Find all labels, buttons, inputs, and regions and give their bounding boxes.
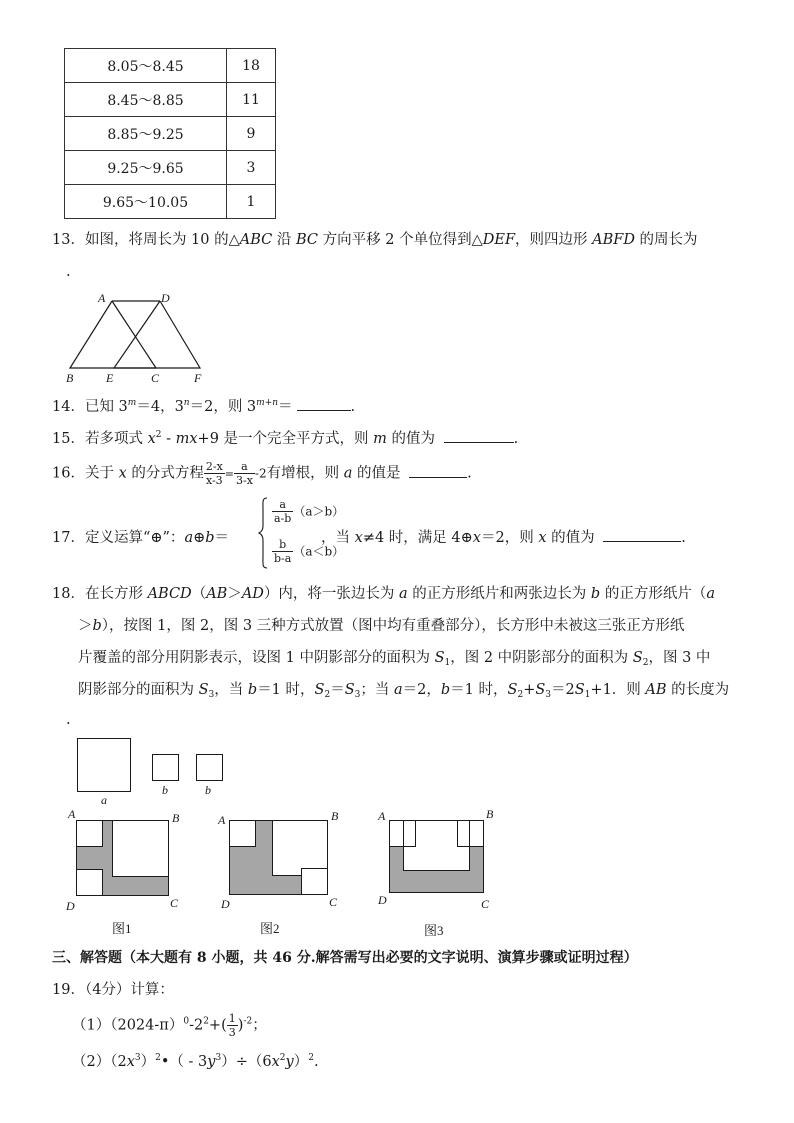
q15-mx: mx bbox=[175, 431, 198, 447]
q18-text: ＝2 bbox=[551, 682, 575, 698]
q17-eq: ＝ bbox=[214, 530, 230, 546]
q15-text: - bbox=[161, 431, 176, 447]
q15-m: m bbox=[373, 431, 387, 447]
q18-s: S bbox=[574, 682, 585, 698]
label-e: E bbox=[106, 371, 114, 385]
denominator: x-3 bbox=[205, 474, 223, 487]
fig1-label-b: B bbox=[172, 811, 180, 825]
figure-3 bbox=[390, 821, 484, 893]
fig1-caption: 图1 bbox=[112, 921, 132, 936]
q18-text: 的正方形纸片（ bbox=[600, 586, 707, 602]
question-number: 19． bbox=[52, 982, 85, 998]
question-18-line-2 bbox=[78, 616, 684, 636]
subscript: 1 bbox=[584, 690, 591, 700]
count-cell: 1 bbox=[227, 185, 276, 219]
table-row bbox=[65, 83, 276, 117]
question-number: 13． bbox=[52, 232, 85, 248]
part-label: （1） bbox=[72, 1017, 111, 1034]
subscript: 3 bbox=[208, 690, 215, 700]
denominator: 3 bbox=[228, 1026, 236, 1039]
q17-end: . bbox=[681, 530, 686, 546]
numerator: a bbox=[234, 460, 255, 474]
q14-exp-mn: m+n bbox=[256, 398, 279, 408]
question-number: 15． bbox=[52, 431, 85, 447]
q18-a: a bbox=[399, 586, 408, 602]
label-a: a bbox=[101, 793, 107, 807]
q19-text: （2 bbox=[110, 1054, 127, 1070]
numerator: a bbox=[272, 498, 293, 512]
square-a bbox=[78, 739, 131, 792]
answer-blank[interactable] bbox=[444, 428, 514, 443]
triangle-abc bbox=[70, 301, 156, 368]
q13-abc: ABC bbox=[239, 232, 273, 248]
q16-text: 有增根，则 bbox=[266, 465, 344, 482]
part-label: （2） bbox=[72, 1054, 111, 1070]
range-cell: 8.85～9.25 bbox=[65, 117, 227, 151]
count-cell: 3 bbox=[227, 151, 276, 185]
q15-text: 的值为 bbox=[386, 431, 440, 447]
range-cell: 8.05～8.45 bbox=[65, 49, 227, 83]
q18-s: S bbox=[507, 682, 518, 698]
table-row bbox=[65, 151, 276, 185]
question-14 bbox=[52, 396, 355, 417]
question-13 bbox=[52, 230, 698, 250]
q18-s: S bbox=[535, 682, 546, 698]
fig3-label-a: A bbox=[378, 809, 386, 823]
q19-text: ） bbox=[293, 1054, 309, 1070]
q14-exp-n: n bbox=[183, 398, 190, 408]
q18-text: ；当 bbox=[360, 682, 394, 698]
q18-text: ＞ bbox=[227, 586, 242, 602]
answer-blank[interactable] bbox=[409, 463, 467, 478]
q15-end: . bbox=[513, 431, 519, 447]
question-number: 18． bbox=[52, 586, 85, 602]
q19-text: ） bbox=[140, 1054, 156, 1070]
q18-text: ，当 bbox=[214, 682, 248, 698]
numerator: 2-x bbox=[205, 460, 223, 473]
square-b-1 bbox=[153, 755, 179, 781]
q18-text: ＝1 时， bbox=[257, 682, 315, 698]
fig3-caption: 图3 bbox=[424, 923, 444, 938]
q18-figures bbox=[60, 732, 530, 944]
subscript: 2 bbox=[324, 690, 331, 700]
exponent: 2 bbox=[308, 1053, 314, 1063]
range-cell: 9.25～9.65 bbox=[65, 151, 227, 185]
q19-part-1 bbox=[72, 1012, 267, 1039]
label-b: b bbox=[162, 783, 168, 797]
q18-text: ，图 2 中阴影部分的面积为 bbox=[450, 650, 633, 666]
answer-blank[interactable] bbox=[297, 396, 351, 411]
question-18-line-3 bbox=[78, 648, 710, 668]
q18-s: S bbox=[198, 682, 209, 698]
q13-abfd: ABFD bbox=[592, 232, 635, 248]
q18-text: 的正方形纸片和两张边长为 bbox=[407, 586, 591, 602]
q17-case1-fraction bbox=[272, 498, 293, 525]
fig3-label-b: B bbox=[486, 807, 494, 821]
q15-x: x bbox=[147, 431, 156, 447]
q19-text: ) bbox=[237, 1017, 244, 1034]
subscript: 3 bbox=[354, 690, 361, 700]
q19-fraction bbox=[227, 1012, 238, 1039]
q17-x: x bbox=[472, 530, 481, 546]
q19-text: . bbox=[313, 1054, 319, 1070]
exponent: 3 bbox=[215, 1053, 222, 1063]
q18-abcd: ABCD bbox=[147, 586, 192, 602]
fig3-label-d: D bbox=[378, 893, 387, 907]
label-b: B bbox=[66, 371, 74, 385]
q19-text: ）÷（6 bbox=[221, 1054, 272, 1070]
q17-case-2 bbox=[272, 538, 344, 565]
q18-text: ＞ bbox=[78, 618, 93, 634]
question-number: 17． bbox=[52, 530, 85, 546]
count-cell: 18 bbox=[227, 49, 276, 83]
q18-text: 片覆盖的部分用阴影表示，设图 1 中阴影部分的面积为 bbox=[78, 650, 435, 666]
q18-text: ＝1 时， bbox=[450, 682, 508, 698]
range-cell: 8.45～8.85 bbox=[65, 83, 227, 117]
q14-exp-m: m bbox=[127, 398, 137, 408]
label-f: F bbox=[194, 371, 202, 385]
count-cell: 9 bbox=[227, 117, 276, 151]
q18-a: a bbox=[706, 586, 715, 602]
q13-translation-figure bbox=[60, 288, 220, 388]
q14-text: ＝2，则 3 bbox=[189, 399, 257, 415]
exponent: 0 bbox=[183, 1016, 190, 1027]
q18-b: b bbox=[440, 682, 451, 698]
exponent: 2 bbox=[155, 1053, 161, 1063]
table-row bbox=[65, 185, 276, 219]
fig2-label-b: B bbox=[331, 809, 339, 823]
fig1-label-a: A bbox=[68, 807, 76, 821]
q18-text: 的长度为 bbox=[666, 682, 730, 698]
numerator: 1 bbox=[228, 1012, 236, 1025]
count-cell: 11 bbox=[227, 83, 276, 117]
subscript: 1 bbox=[444, 658, 451, 668]
q16-eq: = bbox=[224, 467, 234, 481]
q16-text: 关于 bbox=[84, 465, 119, 482]
question-number: 14． bbox=[52, 399, 85, 415]
q19-y: y bbox=[207, 1054, 216, 1070]
table-row bbox=[65, 117, 276, 151]
q13-text: 方向平移 2 个单位得到△ bbox=[318, 232, 483, 248]
q18-text: ）内，将一张边长为 bbox=[263, 586, 400, 602]
q19-text: +( bbox=[208, 1017, 227, 1034]
label-a: A bbox=[98, 291, 106, 305]
fig2-label-c: C bbox=[329, 895, 338, 909]
q13-bc: BC bbox=[296, 232, 319, 248]
q15-exp: 2 bbox=[155, 430, 162, 440]
q18-s: S bbox=[632, 650, 643, 666]
q16-minus2: -2 bbox=[254, 466, 267, 481]
q18-text: ），按图 1，图 2，图 3 三种方式放置（图中均有重叠部分），长方形中未被这三张正方形纸 bbox=[101, 618, 685, 634]
q18-s: S bbox=[344, 682, 355, 698]
q13-text: ，则四边形 bbox=[515, 232, 593, 248]
fig1-label-c: C bbox=[170, 896, 179, 910]
exponent: 2 bbox=[279, 1053, 286, 1063]
q16-fraction-2 bbox=[234, 460, 255, 487]
exponent: 2 bbox=[203, 1016, 209, 1027]
q18-b: b bbox=[590, 586, 601, 602]
subscript: 2 bbox=[517, 690, 524, 700]
q13-period: . bbox=[66, 264, 71, 280]
q18-text: 在长方形 bbox=[84, 586, 148, 602]
fig2-caption: 图2 bbox=[260, 921, 280, 936]
left-brace-icon bbox=[258, 496, 268, 570]
question-18-line-4 bbox=[78, 680, 729, 700]
q16-text: 的值是 bbox=[352, 465, 406, 482]
q17-case2-fraction bbox=[272, 538, 293, 565]
q17-text: ，当 bbox=[321, 530, 355, 546]
q17-x: x bbox=[354, 530, 363, 546]
q15-text: 若多项式 bbox=[84, 431, 148, 447]
fig3-label-c: C bbox=[481, 897, 490, 911]
q18-a: a bbox=[393, 682, 403, 698]
numerator: b bbox=[272, 538, 293, 552]
q18-period: . bbox=[66, 712, 71, 728]
figure-1 bbox=[77, 821, 169, 896]
q14-text: ＝ bbox=[278, 399, 293, 415]
q18-text: ，图 3 中 bbox=[648, 650, 711, 666]
q14-end: . bbox=[350, 399, 356, 415]
q13-text: 如图，将周长为 10 的△ bbox=[84, 232, 240, 248]
square-b-2 bbox=[197, 755, 223, 781]
exponent: -2 bbox=[243, 1016, 253, 1027]
q19-x: x bbox=[126, 1054, 135, 1070]
q16-fraction-1 bbox=[204, 460, 225, 487]
q18-text: ＝ bbox=[330, 682, 345, 698]
q17-x: x bbox=[538, 530, 547, 546]
q18-text: 阴影部分的面积为 bbox=[78, 682, 199, 698]
q13-text: 的周长为 bbox=[634, 232, 698, 248]
triangle-def bbox=[114, 301, 200, 368]
q13-text: 沿 bbox=[272, 232, 296, 248]
q16-end: . bbox=[467, 465, 472, 482]
q18-b: b bbox=[247, 682, 258, 698]
q16-x: x bbox=[118, 465, 127, 482]
label-b: b bbox=[205, 783, 211, 797]
q18-text: （ bbox=[191, 586, 207, 602]
q14-text: ＝4，3 bbox=[136, 399, 184, 415]
table-row bbox=[65, 49, 276, 83]
q18-ad: AD bbox=[241, 586, 264, 602]
q18-text: ＝2， bbox=[402, 682, 441, 698]
q13-def: DEF bbox=[482, 232, 516, 248]
q15-text: +9 是一个完全平方式，则 bbox=[197, 431, 374, 447]
denominator: 3-x bbox=[236, 474, 253, 487]
q18-s: S bbox=[434, 650, 445, 666]
q17-case2-cond: （a＜b） bbox=[293, 544, 345, 559]
q17-case-1 bbox=[272, 498, 344, 525]
section-heading: 三、解答题（本大题有 8 小题，共 46 分.解答需写出必要的文字说明、演算步骤或证明过程） bbox=[52, 950, 638, 966]
q17-aopb: a⊕b bbox=[184, 530, 215, 546]
label-c: C bbox=[151, 371, 160, 385]
q17-case1-cond: （a＞b） bbox=[293, 504, 345, 519]
q17-text: ≠4 时，满足 4⊕ bbox=[362, 530, 473, 546]
q18-text: +1．则 bbox=[590, 682, 646, 698]
question-16 bbox=[52, 460, 472, 487]
q19-x: x bbox=[271, 1054, 280, 1070]
fig2-label-a: A bbox=[218, 813, 226, 827]
q19-text: （2024-π） bbox=[110, 1017, 184, 1034]
fig2-label-d: D bbox=[221, 897, 230, 911]
denominator: a-b bbox=[274, 512, 292, 525]
q19-text: -2 bbox=[189, 1017, 204, 1034]
question-19 bbox=[52, 980, 174, 1000]
subscript: 2 bbox=[642, 658, 649, 668]
q18-b: b bbox=[92, 618, 102, 634]
q16-a: a bbox=[343, 465, 353, 482]
q19-text: •（ - 3 bbox=[160, 1054, 208, 1070]
q19-text: ； bbox=[252, 1017, 267, 1034]
q18-ab: AB bbox=[206, 586, 228, 602]
answer-blank[interactable] bbox=[603, 527, 681, 542]
q19-part-2 bbox=[72, 1052, 319, 1072]
question-17 bbox=[52, 527, 686, 548]
label-d: D bbox=[161, 291, 170, 305]
q17-piecewise bbox=[258, 496, 354, 570]
q19-y: y bbox=[285, 1054, 294, 1070]
range-cell: 9.65～10.05 bbox=[65, 185, 227, 219]
denominator: b-a bbox=[274, 552, 292, 565]
q18-s: S bbox=[314, 682, 325, 698]
question-15 bbox=[52, 428, 518, 449]
q17-text: 定义运算“⊕”： bbox=[84, 530, 185, 546]
q17-text: 的值为 bbox=[546, 530, 600, 546]
figure-2 bbox=[230, 821, 328, 895]
exponent: 3 bbox=[134, 1053, 141, 1063]
frequency-table bbox=[64, 48, 276, 219]
q14-text: 已知 3 bbox=[84, 399, 128, 415]
q19-head: （4分）计算： bbox=[84, 982, 174, 998]
q16-text: 的分式方程 bbox=[126, 465, 204, 482]
q18-text: + bbox=[523, 682, 536, 698]
q18-ab: AB bbox=[645, 682, 667, 698]
question-18-line-1 bbox=[52, 584, 715, 604]
q17-text: ＝2，则 bbox=[480, 530, 539, 546]
question-number: 16． bbox=[52, 465, 85, 482]
subscript: 3 bbox=[545, 690, 552, 700]
fig1-label-d: D bbox=[66, 899, 75, 913]
